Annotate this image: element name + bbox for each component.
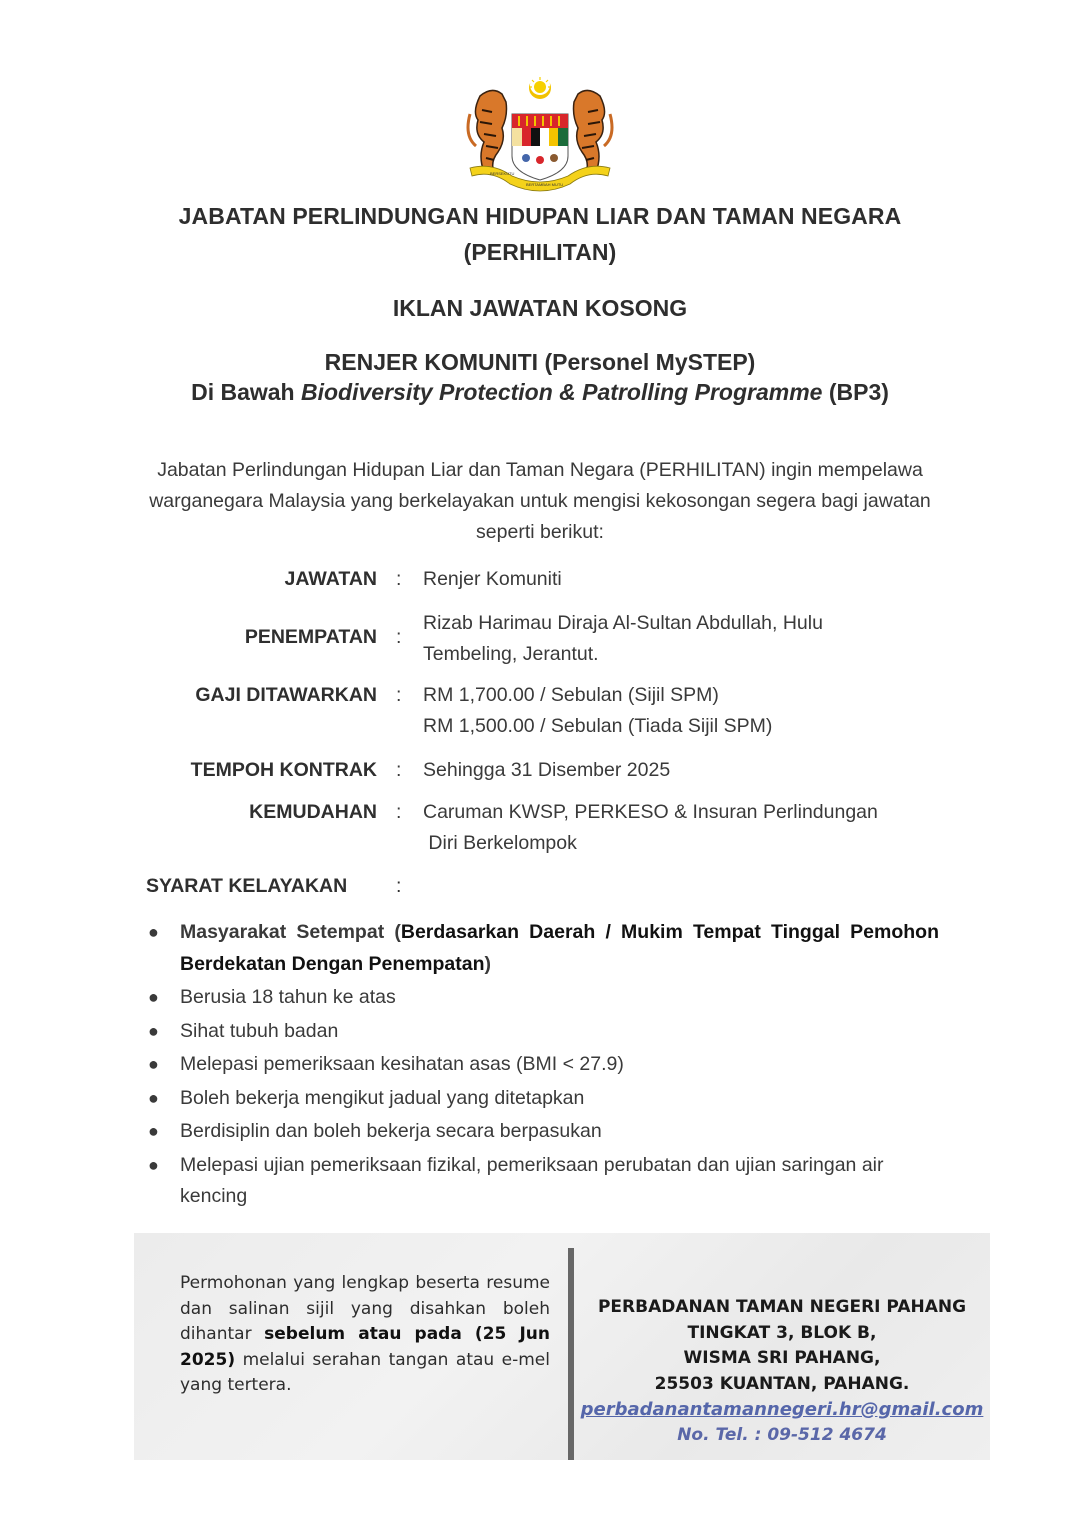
application-text: Permohonan yang lengkap beserta resume dan salinan sijil yang disahkan boleh dihantar: [180, 1273, 550, 1344]
requirement-text: Melepasi pemeriksaan kesihatan asas (BMI < 27.9): [180, 1053, 624, 1075]
position-type: (Personel MySTEP): [538, 349, 756, 375]
detail-colon: :: [396, 568, 402, 590]
detail-colon: :: [396, 626, 402, 648]
bullet-icon: ●: [148, 1121, 159, 1141]
requirements-heading: [146, 875, 402, 898]
position-name: RENJER KOMUNITI: [324, 349, 539, 375]
detail-value: [423, 797, 963, 859]
bullet-icon: ●: [148, 1154, 159, 1175]
detail-label: PENEMPATAN: [244, 626, 377, 648]
application-deadline: sebelum atau pada (25 Jun 2025): [180, 1324, 550, 1370]
bullet-icon: ●: [148, 922, 159, 942]
requirement-item: [146, 1049, 939, 1081]
detail-label: KEMUDAHAN: [249, 801, 377, 823]
detail-colon: :: [396, 801, 402, 823]
application-footer: [134, 1233, 990, 1460]
requirement-item: [146, 982, 939, 1014]
address-line: 25503 KUANTAN, PAHANG.: [654, 1373, 910, 1394]
requirement-item: [146, 1116, 939, 1148]
footer-divider: [568, 1248, 574, 1460]
requirements-list: [146, 917, 939, 1215]
logo-motto: BERSEKUTU: [490, 171, 515, 176]
detail-value-line: RM 1,500.00 / Sebulan (Tiada Sijil SPM): [423, 715, 773, 737]
detail-label: GAJI DITAWARKAN: [195, 684, 377, 706]
detail-colon: :: [396, 684, 402, 706]
bullet-icon: ●: [148, 1087, 159, 1108]
bullet-icon: ●: [148, 1020, 159, 1041]
phone-number: No. Tel. : 09-512 4674: [677, 1424, 887, 1445]
requirement-paren-open: (: [384, 921, 401, 943]
detail-value-line: Caruman KWSP, PERKESO & Insuran Perlindungan: [423, 801, 878, 823]
programme-prefix: Di Bawah: [191, 379, 301, 405]
coat-of-arms-logo: [462, 76, 618, 194]
requirement-text: Melepasi ujian pemeriksaan fizikal, pemeriksaan perubatan dan ujian saringan air kencing: [180, 1153, 884, 1207]
requirement-item: [146, 1016, 939, 1048]
requirement-emphasis: Berdasarkan Daerah / Mukim Tempat Tinggal Pemohon Berdekatan Dengan Penempatan: [180, 921, 939, 975]
requirement-item: [146, 917, 939, 980]
requirement-text: Berusia 18 tahun ke atas: [180, 986, 396, 1008]
contact-address: [580, 1295, 984, 1448]
detail-value: [423, 680, 943, 742]
ad-title: IKLAN JAWATAN KOSONG: [392, 295, 688, 321]
requirement-text: Sihat tubuh badan: [180, 1019, 339, 1042]
requirements-colon: :: [396, 875, 402, 897]
bullet-icon: ●: [148, 1054, 159, 1074]
detail-value-line: Diri Berkelompok: [423, 832, 577, 854]
detail-value: Renjer Komuniti: [423, 568, 562, 590]
programme-code: (BP3): [822, 379, 889, 405]
programme-line: [0, 379, 1080, 406]
address-line: WISMA SRI PAHANG,: [683, 1348, 881, 1368]
bullet-icon: ●: [148, 987, 159, 1007]
requirement-text: Berdisiplin dan boleh bekerja secara berpasukan: [180, 1120, 602, 1142]
requirement-lead: Masyarakat Setempat: [180, 921, 385, 943]
position-title: [0, 349, 1080, 376]
department-name-line2: (PERHILITAN): [463, 239, 617, 265]
intro-paragraph: Jabatan Perlindungan Hidupan Liar dan Taman Negara (PERHILITAN) ingin mempelawa warganegara Malaysia yang berkelayakan untuk mengisi kekosongan segera bagi jawatan seperti berikut:: [149, 459, 931, 543]
detail-colon: :: [396, 759, 402, 781]
svg-text:BERTAMBAH MUTU: BERTAMBAH MUTU: [526, 182, 564, 187]
requirement-item: [146, 1083, 939, 1115]
application-text: melalui serahan tangan atau e-mel yang tertera.: [180, 1349, 550, 1395]
department-name-line1: JABATAN PERLINDUNGAN HIDUPAN LIAR DAN TAMAN NEGARA: [178, 203, 902, 229]
requirement-paren-close: ): [484, 952, 492, 975]
address-line: TINGKAT 3, BLOK B,: [687, 1322, 877, 1343]
detail-value-line: Tembeling, Jerantut.: [423, 643, 599, 665]
address-line: PERBADANAN TAMAN NEGERI PAHANG: [597, 1297, 967, 1317]
detail-value-line: RM 1,700.00 / Sebulan (Sijil SPM): [423, 684, 719, 706]
detail-value: Sehingga 31 Disember 2025: [423, 759, 671, 781]
requirement-item: [146, 1150, 939, 1213]
requirements-label: SYARAT KELAYAKAN: [146, 875, 348, 897]
detail-label: TEMPOH KONTRAK: [190, 759, 377, 781]
email-link[interactable]: perbadanantamannegeri.hr@gmail.com: [580, 1399, 984, 1420]
programme-name: Biodiversity Protection & Patrolling Programme: [301, 379, 823, 405]
detail-value-line: Rizab Harimau Diraja Al-Sultan Abdullah, Hulu: [423, 612, 823, 634]
requirement-text: Boleh bekerja mengikut jadual yang ditetapkan: [180, 1086, 585, 1109]
detail-label: JAWATAN: [284, 568, 377, 590]
detail-value: [423, 608, 943, 670]
application-instructions: [180, 1271, 550, 1399]
